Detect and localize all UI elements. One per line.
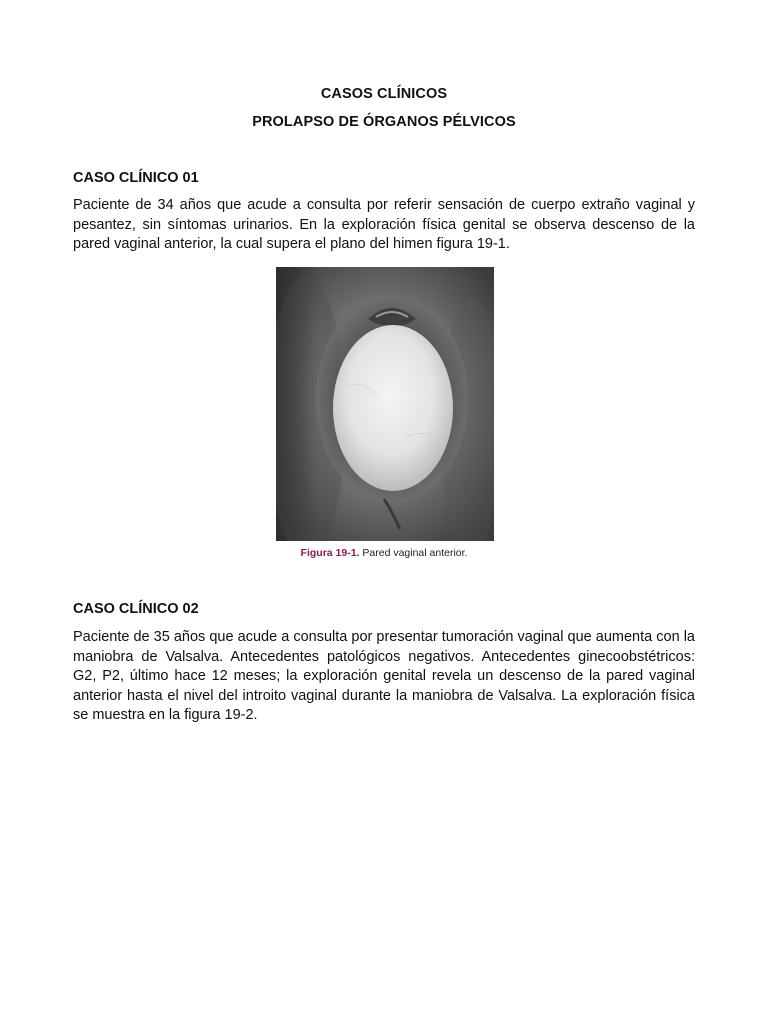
document-title: CASOS CLÍNICOS <box>320 86 448 102</box>
figure-caption-label: Figura 19-1. <box>300 547 360 559</box>
case-1-heading: CASO CLÍNICO 01 <box>73 170 199 186</box>
document-subtitle: PROLAPSO DE ÓRGANOS PÉLVICOS <box>252 114 516 130</box>
case-1-description: Paciente de 34 años que acude a consulta por referir sensación de cuerpo extraño vaginal y pesantez, sin síntomas urinarios. En la exploración física genital se observa descenso de la pared vaginal anterior, la cual supera el plano del himen figura 19-1. <box>73 197 695 252</box>
figure-caption-text: Pared vaginal anterior. <box>362 547 468 559</box>
case-2-heading: CASO CLÍNICO 02 <box>73 601 199 617</box>
clinical-photo-figure-19-1 <box>276 267 494 541</box>
case-2-description: Paciente de 35 años que acude a consulta por presentar tumoración vaginal que aumenta con la maniobra de Valsalva. Antecedentes patológicos negativos. Antecedentes ginecoobstétricos: G2, P2, último hace 12 meses; la exploración genital revela un descenso de la pared vaginal anterior hasta el nivel del introito vaginal durante la maniobra de Valsalva. La exploración física se muestra en la figura 19-2. <box>73 629 695 723</box>
figure-caption <box>0 547 768 559</box>
clinical-photo <box>276 267 494 541</box>
